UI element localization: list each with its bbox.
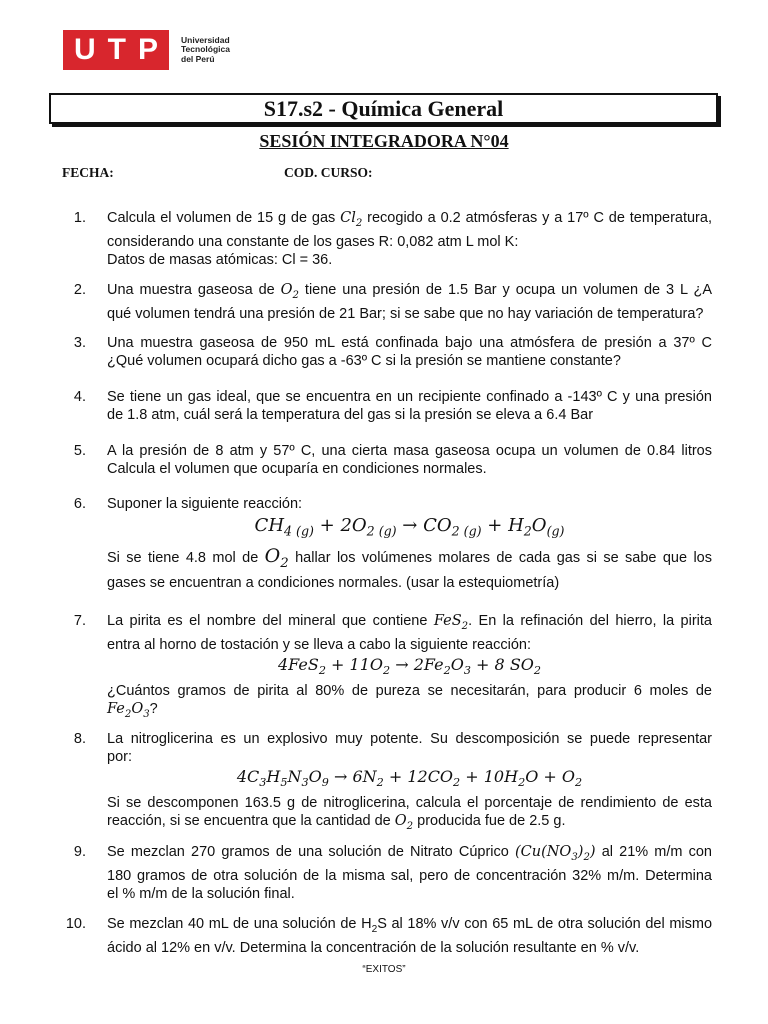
logo-line: Universidad: [181, 34, 230, 45]
question-line: Si se descomponen 163.5 g de nitroglicerina, calcula el porcentaje de rendimiento de esta: [107, 795, 712, 812]
question-line: 180 gramos de otra solución de la misma sal, pero de concentración 32% m/m. Determina: [107, 867, 712, 884]
question-body: [107, 730, 712, 836]
question-body: [107, 915, 712, 957]
question-line: [107, 812, 712, 836]
question-body: [107, 281, 712, 323]
logo-line: Tecnológica: [181, 44, 230, 55]
page-title: S17.s2 - Química General: [263, 95, 504, 121]
reaction-equation: $4C_3H_5N_3O_9 \to 6N_2 + 12CO_2 + 10H_2O + O_2$: [236, 767, 583, 790]
logo-letter-u: U: [73, 33, 96, 66]
logo-line: del Perú: [181, 53, 215, 64]
text: al 21% m/m con: [595, 844, 712, 860]
text: . En la refinación del hierro, la pirita: [468, 613, 712, 629]
question-line: Suponer la siguiente reacción:: [107, 496, 303, 512]
formula-o2: $O_2$: [264, 544, 289, 571]
logo-mark: [63, 30, 169, 70]
question-line: [107, 915, 712, 939]
question-number: 8.: [73, 731, 86, 747]
question-line: [107, 209, 712, 233]
reaction-equation: $CH_{4 (g)} + 2O_{2 (g)} \to CO_{2 (g)} + H_2O_{(g)}$: [254, 515, 565, 539]
question-line: [107, 843, 712, 867]
question-line: gases se encuentran a condiciones normales. (usar la estequiometría): [107, 575, 560, 592]
question-number: 4.: [73, 389, 86, 405]
question-line: ¿Cuántos gramos de pirita al 80% de pureza se necesitarán, para producir 6 moles de: [107, 683, 712, 700]
question-number: 2.: [73, 282, 86, 298]
question-number: 5.: [73, 443, 86, 459]
text: Se mezclan 270 gramos de una solución de Nitrato Cúprico: [107, 844, 515, 860]
formula-fes2: FeS$_2$: [433, 613, 469, 632]
footer-text: “EXITOS”: [362, 964, 406, 975]
question-line: ¿Qué volumen ocupará dicho gas a -63º C si la presión se mantiene constante?: [107, 353, 621, 369]
title-box: [49, 93, 718, 124]
question-line: Se tiene un gas ideal, que se encuentra en un recipiente confinado a -143º C y una presión: [107, 389, 712, 405]
logo-letter-p: P: [137, 33, 158, 66]
formula-cu-no3-2: $(Cu(NO_3)_2)$: [514, 844, 596, 863]
question-line: Calcula el volumen que ocuparía en condiciones normales.: [107, 461, 487, 477]
question-body: [107, 388, 712, 424]
question-number: 6.: [73, 496, 86, 512]
question-number: 10.: [65, 916, 86, 932]
question-line: entra al horno de tostación y se lleva a cabo la siguiente reacción:: [107, 636, 531, 653]
question-line: considerando una constante de los gases R: 0,082 atm L mol K:: [107, 233, 519, 250]
question-line: por:: [107, 749, 132, 765]
question-number: 1.: [73, 210, 86, 226]
question-body: [107, 612, 712, 724]
utp-logo: [63, 30, 230, 70]
formula-o2: $O_2$: [394, 813, 414, 833]
question-line: [107, 545, 712, 575]
logo-wordmark: [181, 36, 230, 65]
question-line: [107, 281, 712, 305]
question-line: ácido al 12% en v/v. Determina la concentración de la solución resultante en % v/v.: [107, 939, 640, 956]
session-subtitle: SESIÓN INTEGRADORA N°04: [259, 131, 509, 151]
text: La pirita es el nombre del mineral que contiene: [107, 613, 434, 629]
text: Si se tiene 4.8 mol de: [107, 549, 265, 566]
text: recogido a 0.2 atmósferas y a 17º C de temperatura,: [362, 210, 712, 226]
text: S al 18% v/v con 65 mL de otra solución del mismo: [377, 916, 713, 932]
question-body: [107, 209, 712, 269]
question-line: La nitroglicerina es un explosivo muy potente. Su descomposición se puede representar: [107, 731, 712, 747]
text: reacción, si se encuentra que la cantidad de: [107, 813, 395, 830]
question-line: [107, 612, 712, 636]
question-line: el % m/m de la solución final.: [107, 885, 295, 902]
text: hallar los volúmenes molares de cada gas si se sabe que los: [288, 549, 712, 566]
text: Calcula el volumen de 15 g de gas: [107, 210, 341, 226]
formula-fe2o3: $Fe_2O_3$: [107, 701, 150, 720]
question-line: de 1.8 atm, cuál será la temperatura del gas si la presión se eleva a 6.4 Bar: [107, 407, 594, 423]
formula-o2: $O_2$: [280, 282, 299, 301]
subscript: 2: [371, 923, 378, 935]
fecha-label: FECHA:: [62, 165, 114, 180]
question-line: Una muestra gaseosa de 950 mL está confinada bajo una atmósfera de presión a 37º C: [107, 335, 712, 351]
text: Una muestra gaseosa de: [107, 282, 281, 298]
question-line: qué volumen tendrá una presión de 21 Bar; si se sabe que no hay variación de temperatura?: [107, 305, 704, 322]
logo-letter-t: T: [107, 33, 126, 66]
question-line: [107, 700, 712, 724]
question-body: [107, 442, 712, 478]
text: ?: [149, 701, 158, 718]
question-body: [107, 334, 712, 370]
question-number: 7.: [73, 613, 86, 629]
question-body: [107, 843, 712, 903]
text: tiene una presión de 1.5 Bar y ocupa un volumen de 3 L ¿A: [299, 282, 712, 298]
formula-cl2: $Cl_2$: [340, 210, 363, 229]
text: Se mezclan 40 mL de una solución de H: [107, 916, 372, 932]
question-number: 3.: [73, 335, 86, 351]
question-line: A la presión de 8 atm y 57º C, una cierta masa gaseosa ocupa un volumen de 0.84 litros: [107, 443, 712, 459]
question-line: Datos de masas atómicas: Cl = 36.: [107, 251, 333, 268]
cod-curso-label: COD. CURSO:: [284, 165, 373, 180]
reaction-equation: $4FeS_2 + 11O_2 \to 2Fe_2O_3 + 8$ $SO_2$: [277, 654, 542, 678]
text: producida fue de 2.5 g.: [413, 813, 566, 830]
question-body: [107, 495, 712, 592]
question-number: 9.: [73, 844, 86, 860]
